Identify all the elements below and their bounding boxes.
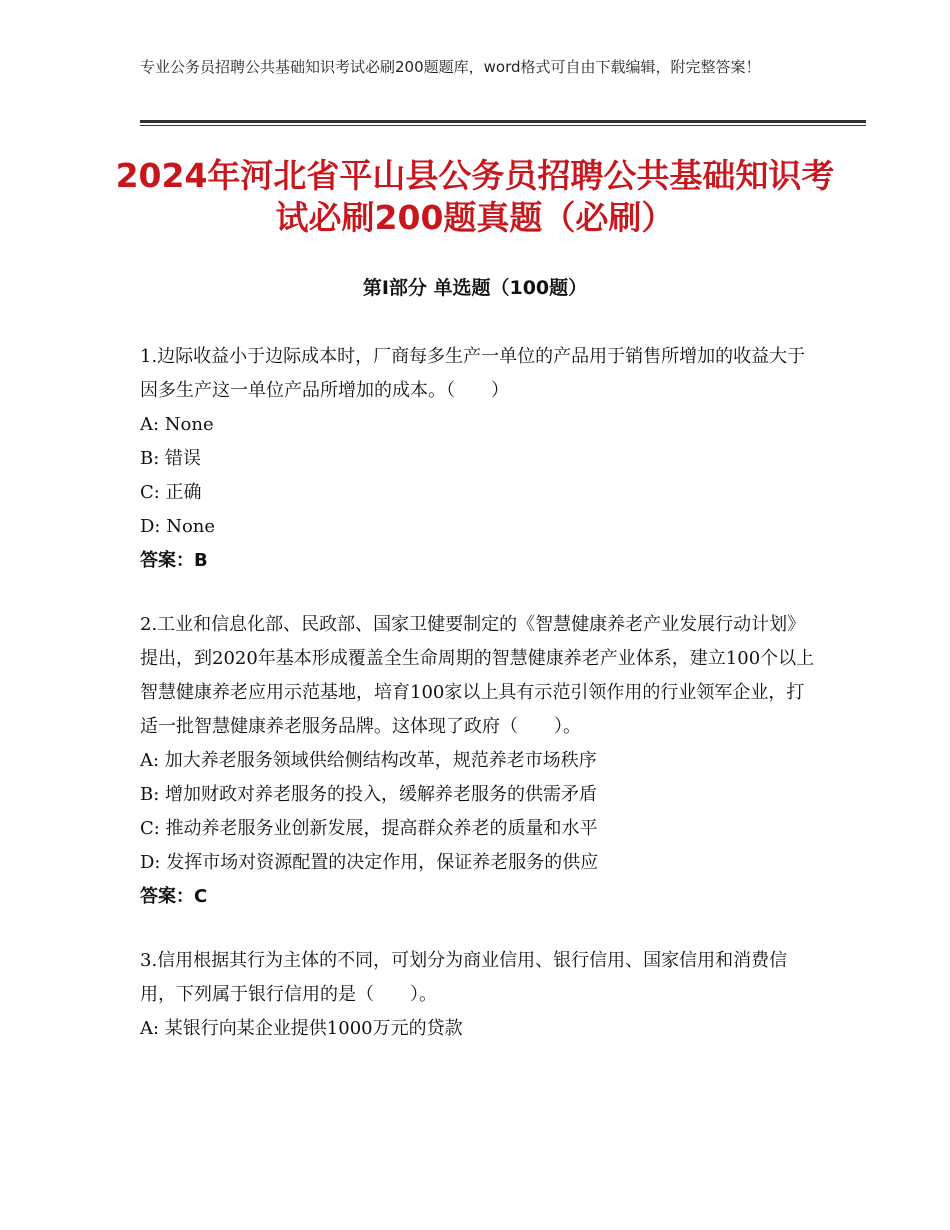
answer: 答案：C xyxy=(140,886,208,907)
question-stem: 1.边际收益小于边际成本时，厂商每多生产一单位的产品用于销售所增加的收益大于因多生产这一单位产品所增加的成本。（ ） xyxy=(140,346,806,401)
question-2 xyxy=(140,608,815,914)
option-b: B: 错误 xyxy=(140,448,202,469)
option-d: D: None xyxy=(140,516,216,537)
header-note: 专业公务员招聘公共基础知识考试必刷200题题库，word格式可自由下载编辑，附完整答案！ xyxy=(140,58,761,76)
answer: 答案：B xyxy=(140,550,208,571)
option-a: A: 某银行向某企业提供1000万元的贷款 xyxy=(140,1018,463,1039)
question-stem: 3.信用根据其行为主体的不同，可划分为商业信用、银行信用、国家信用和消费信用，下列属于银行信用的是（ ）。 xyxy=(140,950,788,1005)
question-1 xyxy=(140,340,815,578)
option-d: D: 发挥市场对资源配置的决定作用，保证养老服务的供应 xyxy=(140,852,599,873)
option-c: C: 推动养老服务业创新发展，提高群众养老的质量和水平 xyxy=(140,818,598,839)
question-list xyxy=(140,340,815,1076)
question-3 xyxy=(140,944,815,1046)
header-rule-thin xyxy=(140,125,866,126)
header-rule-thick xyxy=(140,120,866,123)
option-b: B: 增加财政对养老服务的投入，缓解养老服务的供需矛盾 xyxy=(140,784,598,805)
option-a: A: 加大养老服务领域供给侧结构改革，规范养老市场秩序 xyxy=(140,750,597,771)
option-c: C: 正确 xyxy=(140,482,202,503)
option-a: A: None xyxy=(140,414,214,435)
part-heading: 第Ⅰ部分 单选题（100题） xyxy=(362,277,588,299)
question-stem: 2.工业和信息化部、民政部、国家卫健要制定的《智慧健康养老产业发展行动计划》提出，到2020年基本形成覆盖全生命周期的智慧健康养老产业体系，建立100个以上智慧健康养老应用示范基地，培育100家以上具有示范引领作用的行业领军企业，打适一批智慧健康养老服务品牌。这体现了政府（ ）。 xyxy=(140,614,815,737)
document-title: 2024年河北省平山县公务员招聘公共基础知识考试必刷200题真题（必刷） xyxy=(115,156,835,237)
